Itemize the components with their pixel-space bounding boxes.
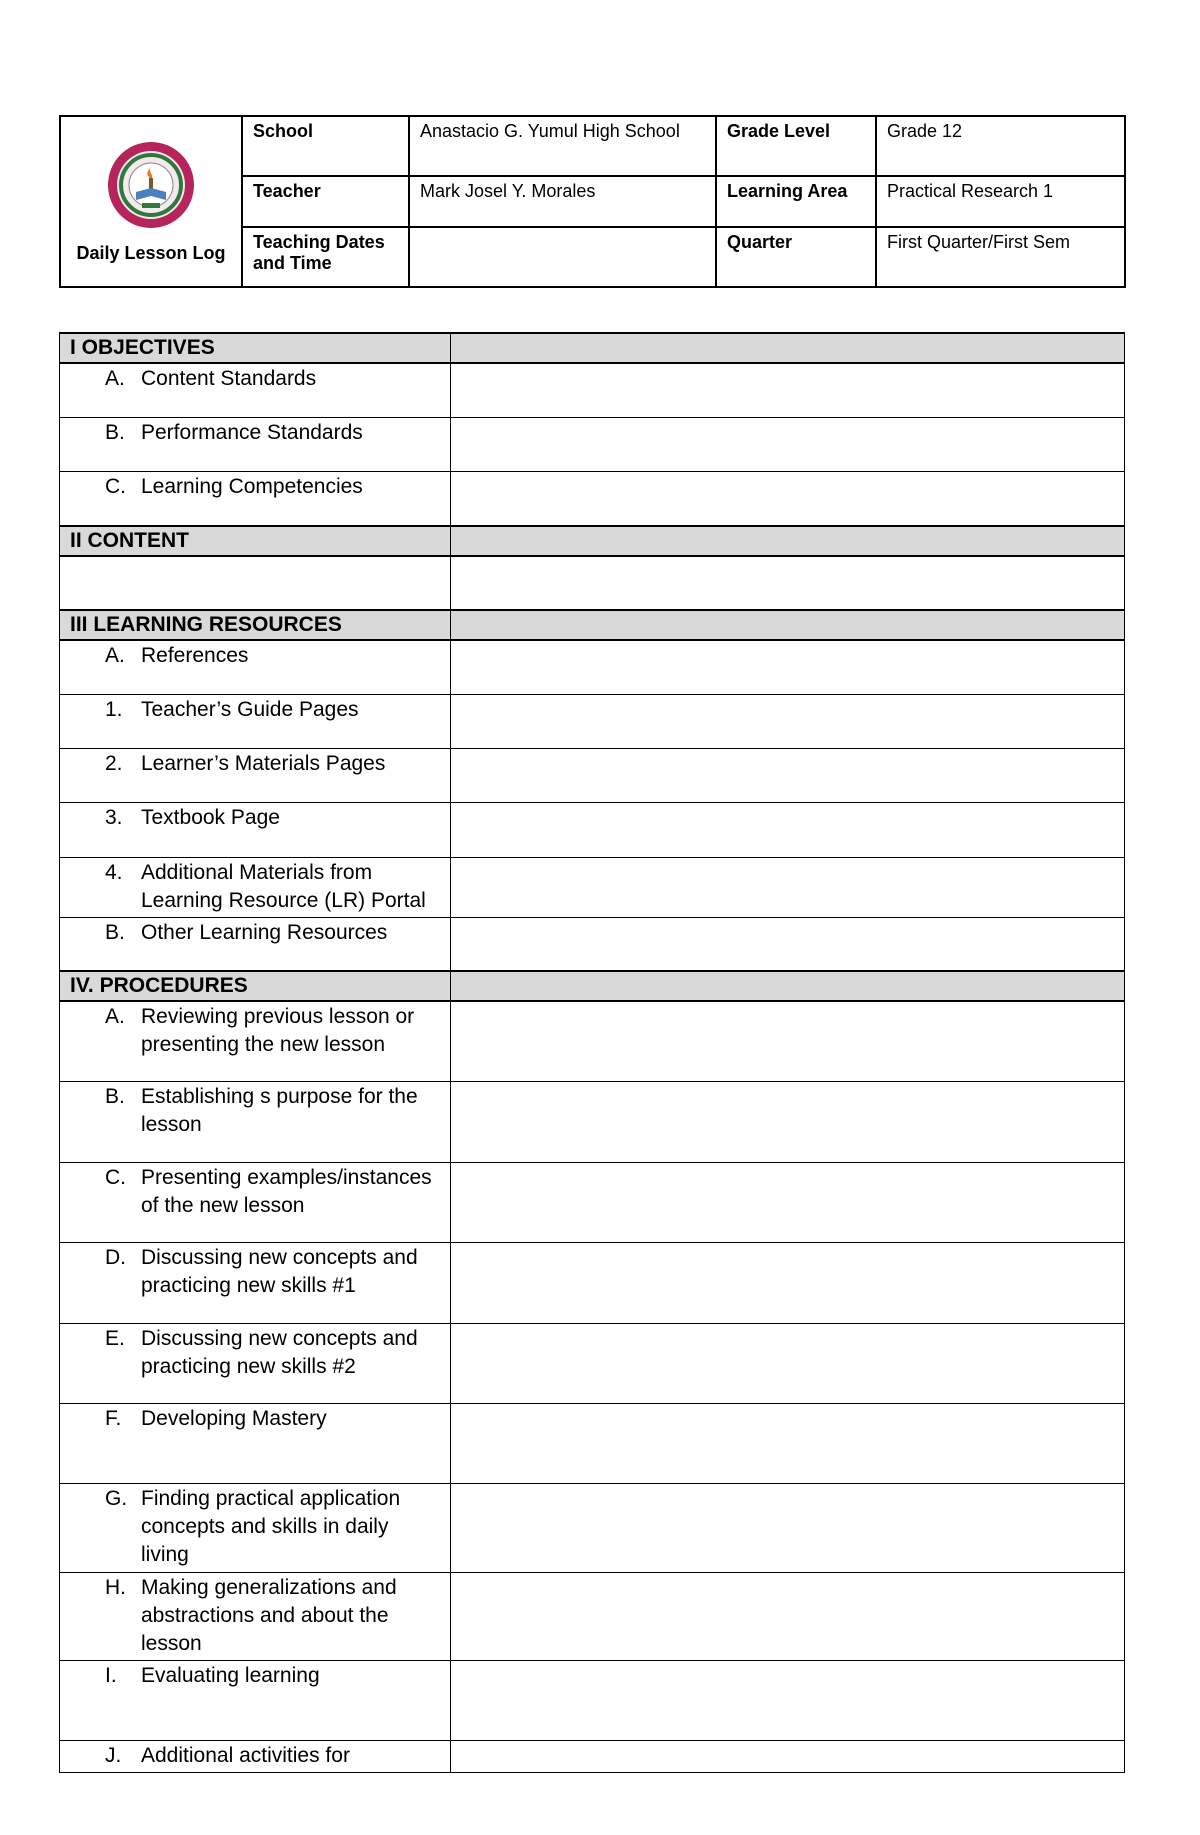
table-row	[60, 1483, 1125, 1572]
table-row	[60, 1323, 1125, 1403]
table-row	[60, 1403, 1125, 1483]
table-row	[60, 1162, 1125, 1242]
section-title: III LEARNING RESOURCES	[60, 610, 451, 640]
entry-cell[interactable]	[451, 1403, 1125, 1483]
teaching-dates-label: Teaching Dates and Time	[242, 227, 409, 287]
grade-level-value: Grade 12	[876, 116, 1125, 176]
logo-cell	[60, 116, 242, 287]
item-label: Performance Standards	[141, 420, 363, 444]
teacher-value: Mark Josel Y. Morales	[409, 176, 716, 227]
entry-cell[interactable]	[451, 1242, 1125, 1323]
table-row	[60, 857, 1125, 917]
section-title: I OBJECTIVES	[60, 333, 451, 363]
teacher-label: Teacher	[242, 176, 409, 227]
entry-cell[interactable]	[451, 640, 1125, 694]
table-row	[60, 417, 1125, 471]
item-marker: J.	[105, 1743, 122, 1767]
school-seal-icon	[106, 140, 196, 230]
table-row	[60, 1001, 1125, 1081]
entry-cell[interactable]	[451, 363, 1125, 417]
item-marker: 2.	[105, 751, 123, 775]
item-label: Finding practical application concepts and skills in daily living	[141, 1486, 401, 1566]
table-row	[60, 1081, 1125, 1162]
item-marker: B.	[105, 420, 125, 444]
learning-area-label: Learning Area	[716, 176, 876, 227]
item-marker: E.	[105, 1326, 125, 1350]
item-label: Developing Mastery	[141, 1406, 327, 1430]
entry-cell[interactable]	[451, 748, 1125, 802]
section-title: II CONTENT	[60, 526, 451, 556]
entry-cell[interactable]	[451, 1081, 1125, 1162]
item-label: Teacher’s Guide Pages	[141, 697, 359, 721]
entry-cell[interactable]	[451, 1001, 1125, 1081]
item-marker: F.	[105, 1406, 122, 1430]
quarter-label: Quarter	[716, 227, 876, 287]
quarter-value: First Quarter/First Sem	[876, 227, 1125, 287]
item-marker: A.	[105, 1005, 125, 1028]
item-label: Learning Competencies	[141, 474, 363, 498]
item-marker: B.	[105, 920, 125, 944]
item-label: Establishing s purpose for the lesson	[141, 1084, 418, 1136]
item-label: Reviewing previous lesson or presenting the new lesson	[141, 1005, 415, 1056]
section-content	[60, 526, 1125, 556]
section-procedures	[60, 971, 1125, 1001]
item-label: Textbook Page	[141, 805, 280, 829]
table-row	[60, 917, 1125, 971]
item-label: Content Standards	[141, 367, 317, 390]
item-label: Presenting examples/instances of the new lesson	[141, 1165, 432, 1217]
item-label: Making generalizations and abstractions and about the lesson	[141, 1575, 397, 1655]
entry-cell[interactable]	[451, 1660, 1125, 1740]
item-label: Evaluating learning	[141, 1663, 320, 1687]
teaching-dates-value	[409, 227, 716, 287]
table-row	[60, 1572, 1125, 1660]
entry-cell[interactable]	[451, 802, 1125, 857]
learning-area-value: Practical Research 1	[876, 176, 1125, 227]
entry-cell[interactable]	[451, 694, 1125, 748]
entry-cell[interactable]	[451, 1740, 1125, 1772]
item-marker: C.	[105, 1165, 126, 1189]
item-marker: 4.	[105, 860, 123, 884]
table-row	[60, 556, 1125, 610]
school-value: Anastacio G. Yumul High School	[409, 116, 716, 176]
section-objectives	[60, 333, 1125, 363]
table-row	[60, 363, 1125, 417]
entry-cell[interactable]	[451, 1572, 1125, 1660]
table-row	[60, 1242, 1125, 1323]
entry-cell[interactable]	[451, 1162, 1125, 1242]
entry-cell[interactable]	[451, 917, 1125, 971]
table-row	[60, 802, 1125, 857]
item-marker: G.	[105, 1486, 128, 1510]
table-row	[60, 748, 1125, 802]
school-label: School	[242, 116, 409, 176]
entry-cell[interactable]	[451, 1483, 1125, 1572]
item-marker: C.	[105, 474, 126, 498]
table-row	[60, 640, 1125, 694]
entry-cell[interactable]	[451, 1323, 1125, 1403]
item-label: Other Learning Resources	[141, 920, 388, 944]
grade-level-label: Grade Level	[716, 116, 876, 176]
section-resources	[60, 610, 1125, 640]
content-cell[interactable]	[60, 556, 451, 610]
item-label: Learner’s Materials Pages	[141, 751, 386, 775]
entry-cell[interactable]	[451, 417, 1125, 471]
item-label: Discussing new concepts and practicing new skills #2	[141, 1326, 418, 1378]
item-label: Additional activities for	[141, 1743, 350, 1767]
entry-cell[interactable]	[451, 857, 1125, 917]
item-label: References	[141, 644, 249, 667]
item-marker: H.	[105, 1575, 126, 1599]
section-title: IV. PROCEDURES	[60, 971, 451, 1001]
document-title: Daily Lesson Log	[76, 242, 226, 263]
item-marker: 3.	[105, 805, 123, 829]
table-row	[60, 1740, 1125, 1772]
table-row	[60, 471, 1125, 526]
lesson-table	[59, 332, 1125, 1773]
item-marker: A.	[105, 644, 125, 667]
table-row	[60, 1660, 1125, 1740]
header-table	[59, 115, 1126, 288]
table-row	[60, 694, 1125, 748]
item-marker: I.	[105, 1663, 117, 1687]
item-marker: B.	[105, 1084, 125, 1108]
entry-cell[interactable]	[451, 556, 1125, 610]
item-marker: D.	[105, 1245, 126, 1269]
item-label: Additional Materials from Learning Resource (LR) Portal	[141, 860, 426, 912]
item-marker: 1.	[105, 697, 123, 721]
item-label: Discussing new concepts and practicing new skills #1	[141, 1245, 418, 1297]
entry-cell[interactable]	[451, 471, 1125, 526]
item-marker: A.	[105, 367, 125, 390]
